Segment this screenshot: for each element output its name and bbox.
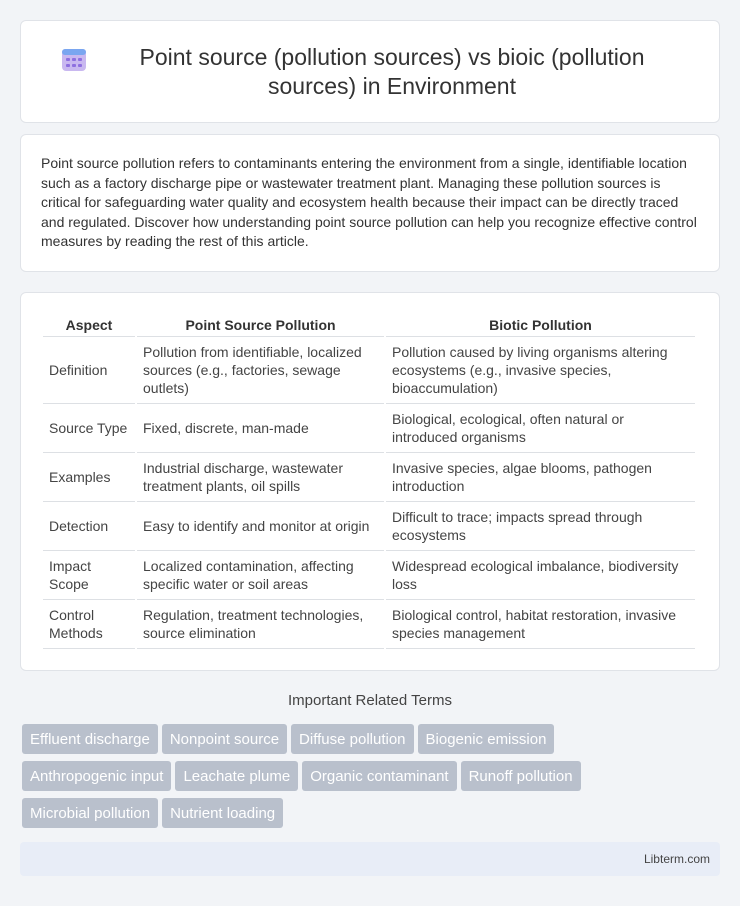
table-row (43, 600, 695, 649)
column-header-aspect: Aspect (43, 313, 135, 337)
table-header-row (43, 313, 695, 337)
calendar-grid-icon (61, 47, 87, 73)
page-title: Point source (pollution sources) vs bioic (pollution sources) in Environment (139, 43, 645, 99)
row-aspect: Detection (43, 502, 135, 551)
intro-card (20, 134, 720, 272)
related-term-tag[interactable]: Organic contaminant (302, 761, 456, 791)
table-row (43, 337, 695, 404)
row-point-source: Localized contamination, affecting specific water or soil areas (137, 551, 384, 600)
row-aspect: Control Methods (43, 600, 135, 649)
column-header-point-source: Point Source Pollution (137, 313, 384, 337)
related-term-tag[interactable]: Leachate plume (175, 761, 298, 791)
row-biotic: Widespread ecological imbalance, biodiversity loss (386, 551, 695, 600)
table-row (43, 453, 695, 502)
related-term-tag[interactable]: Runoff pollution (461, 761, 581, 791)
row-point-source: Pollution from identifiable, localized sources (e.g., factories, sewage outlets) (137, 337, 384, 404)
row-aspect: Impact Scope (43, 551, 135, 600)
row-biotic: Difficult to trace; impacts spread through ecosystems (386, 502, 695, 551)
row-biotic: Biological control, habitat restoration, invasive species management (386, 600, 695, 649)
related-term-tag[interactable]: Nonpoint source (162, 724, 287, 754)
row-point-source: Easy to identify and monitor at origin (137, 502, 384, 551)
related-terms-title: Important Related Terms (288, 692, 452, 709)
comparison-card (20, 292, 720, 671)
comparison-table (41, 313, 697, 649)
header-card (20, 20, 720, 123)
footer (20, 842, 720, 876)
row-aspect: Definition (43, 337, 135, 404)
column-header-biotic: Biotic Pollution (386, 313, 695, 337)
related-term-tag[interactable]: Nutrient loading (162, 798, 283, 828)
table-row (43, 502, 695, 551)
related-term-tag[interactable]: Anthropogenic input (22, 761, 171, 791)
row-biotic: Pollution caused by living organisms altering ecosystems (e.g., invasive species, bioaccumulation) (386, 337, 695, 404)
footer-brand-link[interactable]: Libterm.com (643, 852, 710, 866)
table-row (43, 404, 695, 453)
row-biotic: Invasive species, algae blooms, pathogen introduction (386, 453, 695, 502)
row-biotic: Biological, ecological, often natural or introduced organisms (386, 404, 695, 453)
intro-paragraph: Point source pollution refers to contaminants entering the environment from a single, identifiable location such as a factory discharge pipe or wastewater treatment plant. Managing these pollution sources is critical for safeguarding water quality and ecosystem health because their impact can be directly traced and regulated. Discover how understanding point source pollution can help you recognize effective control measures by reading the rest of this article. (41, 155, 697, 250)
row-point-source: Regulation, treatment technologies, source elimination (137, 600, 384, 649)
row-aspect: Source Type (43, 404, 135, 453)
related-term-tag[interactable]: Effluent discharge (22, 724, 158, 754)
related-term-tag[interactable]: Microbial pollution (22, 798, 158, 828)
row-point-source: Fixed, discrete, man-made (137, 404, 384, 453)
table-row (43, 551, 695, 600)
related-term-tag[interactable]: Diffuse pollution (291, 724, 413, 754)
related-term-tag[interactable]: Biogenic emission (418, 724, 555, 754)
related-terms-list (22, 724, 722, 835)
row-aspect: Examples (43, 453, 135, 502)
row-point-source: Industrial discharge, wastewater treatment plants, oil spills (137, 453, 384, 502)
